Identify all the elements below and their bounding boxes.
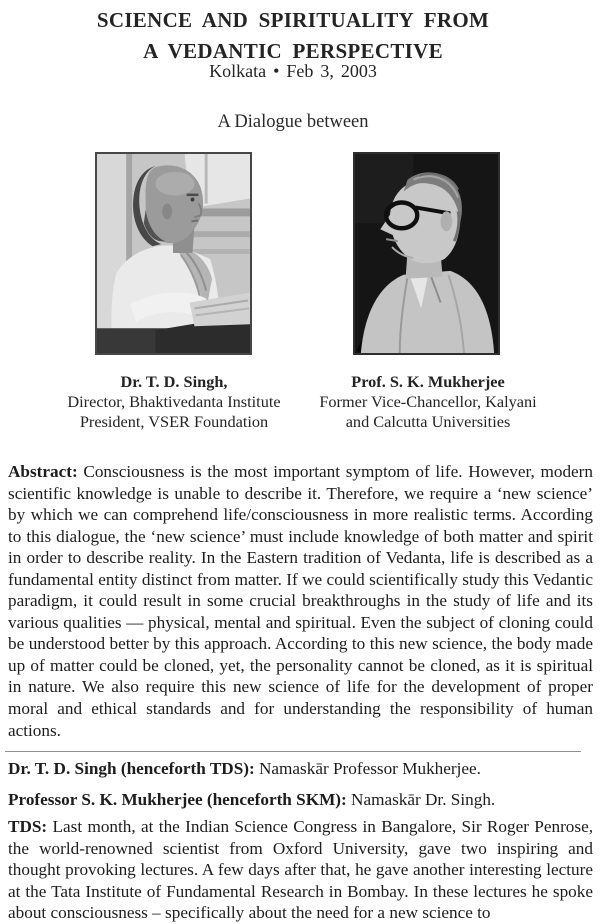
dialogue-heading: A Dialogue between bbox=[217, 112, 369, 132]
participant-name: Dr. T. D. Singh, bbox=[120, 372, 228, 391]
speaker-name: TDS: bbox=[8, 817, 48, 836]
speaker-name: Professor S. K. Mukherjee (henceforth SKM): bbox=[8, 790, 347, 809]
photo-td-singh bbox=[95, 152, 252, 355]
page-title-line-2: A VEDANTIC PERSPECTIVE bbox=[143, 39, 443, 63]
participant-name: Prof. S. K. Mukherjee bbox=[351, 372, 505, 391]
speaker-name: Dr. T. D. Singh (henceforth TDS): bbox=[8, 759, 255, 778]
abstract-text: Consciousness is the most important symptom of life. However, modern scientific knowledge is unable to describe it. Therefore, we require a ‘new science’ by which we can comprehend life/consciousness in more realistic terms. According to this dialogue, the ‘new science’ must include knowledge of both matter and spirit in order to describe reality. In the Eastern tradition of Vedanta, life is described as a fundamental entity distinct from matter. If we could scientifically study this Vedantic paradigm, it could result in some crucial breakthroughs in the study of life and its various qualities — physical, mental and spiritual. Even the subject of cloning could be understood better by this approach. According to this new science, the body made up of matter could be cloned, yet, the personality cannot be cloned, as it is spiritual in nature. We also require this new science of life for the development of proper moral and ethical standards and for understanding the responsibility of human actions. bbox=[8, 462, 594, 740]
participant-role: Director, Bhaktivedanta Institute bbox=[67, 391, 281, 411]
participant-role: and Calcutta Universities bbox=[345, 411, 511, 431]
abstract-label: Abstract: bbox=[8, 462, 78, 481]
dialogue-text: Namaskār Dr. Singh. bbox=[351, 790, 496, 809]
dialogue-paragraph-tds bbox=[8, 816, 593, 924]
dialogue-line-skm-greeting bbox=[8, 790, 593, 810]
caption-td-singh bbox=[14, 372, 334, 431]
event-location-date: Kolkata • Feb 3, 2003 bbox=[209, 61, 377, 81]
td-singh-portrait-illustration bbox=[97, 154, 250, 353]
abstract-paragraph bbox=[8, 461, 593, 741]
participant-role: President, VSER Foundation bbox=[79, 411, 269, 431]
participant-role: Former Vice-Chancellor, Kalyani bbox=[319, 391, 537, 411]
caption-sk-mukherjee bbox=[294, 372, 562, 431]
dialogue-text: Last month, at the Indian Science Congress in Bangalore, Sir Roger Penrose, the world-renowned scientist from Oxford University, gave two inspiring and thought provoking lectures. A few days after that, he gave another interesting lecture at the Tata Institute of Fundamental Research in Bombay. In these lectures he spoke about consciousness – specifically about the need for a new science to bbox=[8, 817, 593, 923]
page-title-line-1: SCIENCE AND SPIRITUALITY FROM bbox=[96, 8, 490, 32]
sk-mukherjee-portrait-illustration bbox=[355, 154, 498, 353]
dialogue-text: Namaskār Professor Mukherjee. bbox=[259, 759, 481, 778]
photo-sk-mukherjee bbox=[353, 152, 500, 355]
section-divider bbox=[5, 751, 581, 752]
dialogue-line-tds-greeting bbox=[8, 759, 593, 779]
